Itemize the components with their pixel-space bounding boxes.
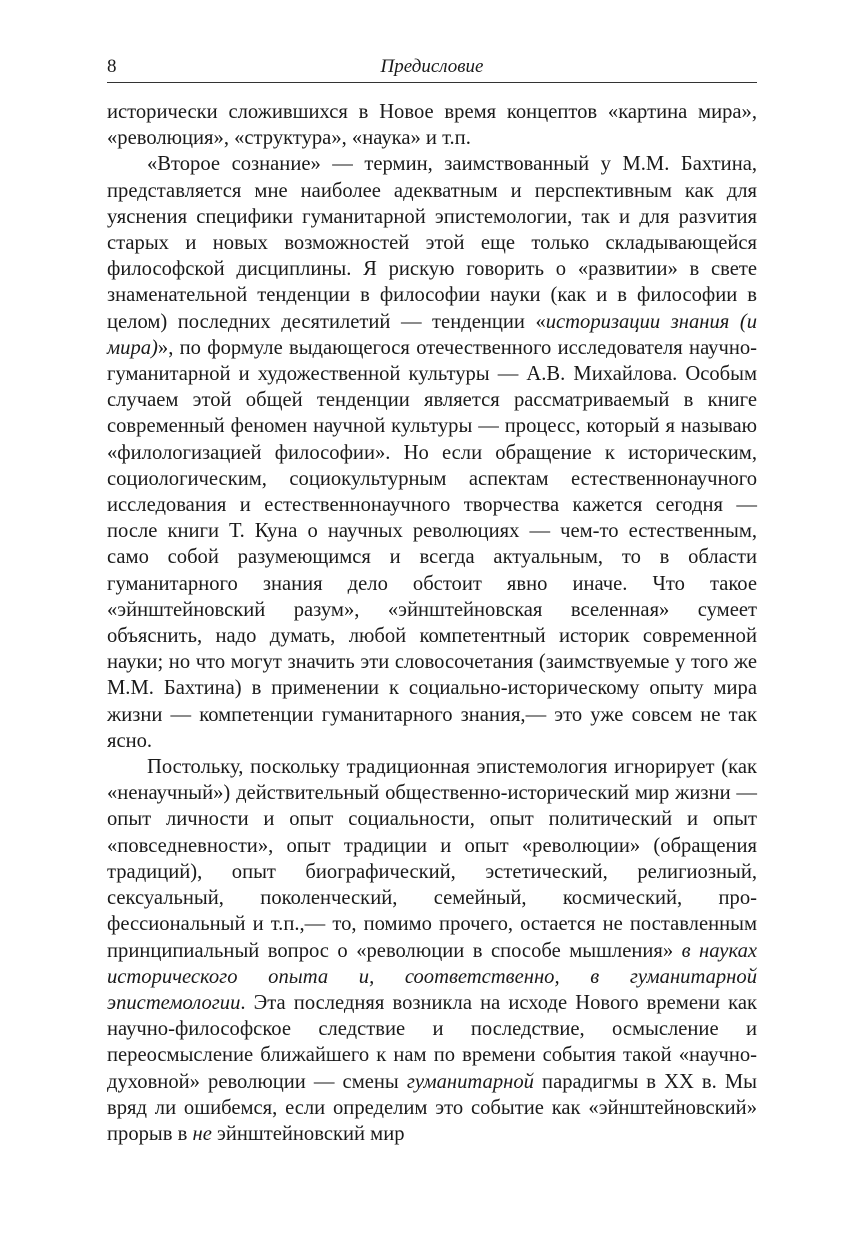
running-head xyxy=(107,52,757,83)
book-page xyxy=(107,52,757,1147)
italic-text-run: гуманитарной xyxy=(406,1070,534,1093)
text-run: «Второе сознание» — термин, заимствованный у М.М. Бахтина, представляется мне наиболее адекватным и перспективным как для уяснения специфики гуманитарной эпистемологии, так и для разvития старых и новых возможностей этой еще только складывающейся философской дисциплины. Я рискую говорить о «развитии» в свете знаменательной тенденции в философии науки (как и в философии в целом) последних десятилетий — тенденции « xyxy=(107,153,757,333)
italic-text-run: историзации знания (и мира) xyxy=(107,310,757,359)
italic-text-run: в науках исторического опыта и, соответственно, в гуманитарной эпистемологии xyxy=(107,939,758,1014)
text-run: Постольку, поскольку традиционная эпистемология игнорирует (как «ненаучный») действительный общественно-исторический мир жизни — опыт личности и опыт социальности, опыт политический и опыт «повседневности», опыт традиции и опыт «революции» (обращения традиций), опыт биографический, эстетический, религиозный, сексуальный, поколенческий, семейный, космический, профессиональный и т.п.,— то, помимо прочего, остается не поставленным принципиальный вопрос о «революции в способе мышления» xyxy=(107,756,757,962)
body-text xyxy=(107,99,757,1147)
page-number: 8 xyxy=(107,56,117,77)
paragraph-3 xyxy=(107,754,757,1147)
text-run: . Эта последняя возникла на исходе Нового времени как научно-философское следствие и последствие, осмысление и переосмысление ближайшего к нам по времени события такой «научно-духовной» революции — смены xyxy=(107,991,757,1093)
section-title: Предисловие xyxy=(380,56,484,77)
paragraph-1 xyxy=(107,99,757,151)
text-run: », по формуле выдающегося отечественного исследователя научно-гуманитарной и художественной культуры — А.В. Михайлова. Особым случаем этой общей тенденции является рассматриваемый в книге современный феномен научной культуры — процесс, который я называю «филологизацией философии». Но если обращение к историческим, социологическим, социокультурным аспектам естественнонаучного исследования и естественнонаучного творчества кажется сегодня — после книги Т. Куна о научных революциях — чем-то естественным, само собой разумеющимся и всегда актуальным, то в области гуманитарного знания дело обстоит явно иначе. Что такое «эйнштейновский разум», «эйнштейновская вселенная» сумеет объяснить, надо думать, любой компетентный историк современной науки; но что могут значить эти словосочетания (заимствуемые у того же М.М. Бахтина) в применении к социально-историческому опыту мира жизни — компетенции гуманитарного знания,— это уже совсем не так ясно. xyxy=(107,336,757,752)
text-run: парадигмы в XX в. Мы вряд ли ошибемся, если определим это событие как «эйнштейновский» прорыв в xyxy=(107,1070,758,1145)
text-run: исторически сложившихся в Новое время концептов «картина мира», «революция», «структура», «наука» и т.п. xyxy=(107,101,757,150)
text-run: эйнштейновский мир xyxy=(211,1122,405,1145)
paragraph-2 xyxy=(107,151,757,754)
italic-text-run: не xyxy=(192,1122,212,1145)
